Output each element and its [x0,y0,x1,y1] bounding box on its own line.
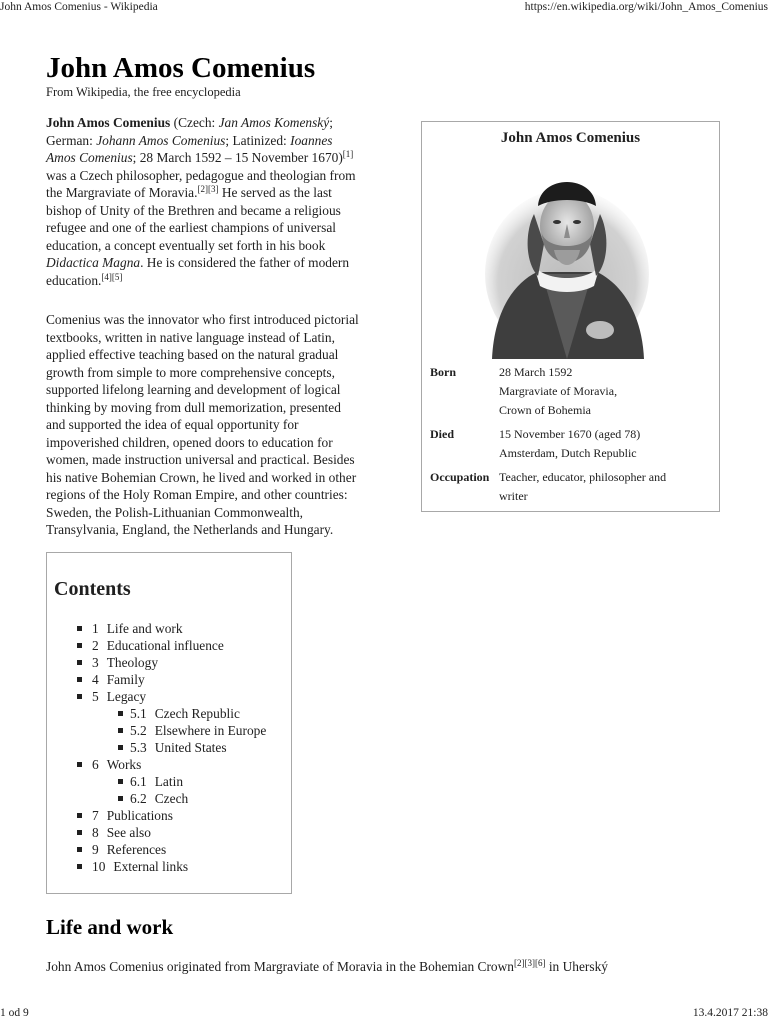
toc-label: See also [106,825,151,840]
section-text: John Amos Comenius originated from Margraviate of Moravia in the Bohemian Crown [46,959,514,974]
toc-number: 7 [92,808,99,823]
toc-title: Contents [54,578,131,600]
portrait-image[interactable] [482,154,652,359]
second-paragraph: Comenius was the innovator who first introduced pictorial textbooks, written in native language instead of Latin, applied effective teaching based on the natural gradual growth from simple to more comprehensive concepts, supported lifelong learning and development of logical thinking by moving from dull memorization, presented and supported the idea of equal opportunity for impoverished children, opened doors to education for women, made instruction universal and practical. Besides his native Bohemian Crown, he lived and worked in other regions of the Holy Roman Empire, and other countries: Sweden, the Polish-Lithuanian Commonwealth, Transylvania, England, the Netherlands and Hungary. [46,312,359,537]
bullet-icon [77,694,82,699]
toc-number: 6 [92,757,99,772]
intro-text: . He is considered the father of modern education. [46,255,350,288]
intro-paragraph [46,114,408,289]
print-header [0,0,768,14]
bullet-icon [118,796,123,801]
bullet-icon [77,677,82,682]
toc-label: Family [106,672,145,687]
bullet-icon [77,643,82,648]
toc-number: 6.1 [130,774,147,789]
bullet-icon [77,660,82,665]
print-header-url: https://en.wikipedia.org/wiki/John_Amos_Comenius [524,1,768,13]
czech-name: Jan Amos Komenský [218,115,330,130]
book-title: Didactica Magna [46,255,141,270]
infobox-title: John Amos Comenius [500,130,641,146]
bullet-icon [118,711,123,716]
toc-label: Educational influence [106,638,224,653]
tagline: From Wikipedia, the free encyclopedia [46,85,241,99]
toc-number: 10 [92,859,106,874]
toc-label: Publications [106,808,173,823]
table-of-contents [46,552,292,894]
page-title: John Amos Comenius [46,52,316,84]
toc-label: United States [154,740,227,755]
reference-link[interactable]: [4] [101,271,112,282]
infobox-value: 15 November 1670 (aged 78) Amsterdam, Dutch Republic [499,427,641,460]
reference-link[interactable]: [6] [534,958,546,968]
toc-label: Legacy [106,689,147,704]
bullet-icon [118,745,123,750]
section-text: in Uherský [545,959,608,974]
print-footer [0,1006,768,1020]
german-name: Johann Amos Comenius [96,132,226,148]
section-paragraph [46,958,726,976]
print-header-title: John Amos Comenius - Wikipedia [0,1,158,13]
toc-number: 1 [92,621,99,636]
toc-label: Elsewhere in Europe [154,723,267,738]
bullet-icon [77,813,82,818]
infobox-value: Teacher, educator, philosopher and writer [499,470,667,503]
intro-text: He served as the last bishop of Unity of the Brethren and became a religious refugee and one of the earliest champions of universal education, a concept eventually set forth in his book [46,185,341,253]
intro-name: John Amos Comenius [46,115,171,130]
intro-text: ; Latinized: [225,132,291,148]
bullet-icon [77,626,82,631]
infobox-label: Born [430,365,457,379]
bullet-icon [77,847,82,852]
bullet-icon [77,762,82,767]
toc-label: External links [113,859,189,874]
toc-label: Works [106,757,142,772]
toc-number: 8 [92,825,99,840]
reference-link[interactable]: [3] [524,958,535,968]
reference-link[interactable]: [2] [197,184,208,194]
page-number: 1 od 9 [0,1007,29,1019]
toc-label: References [106,842,167,857]
intro-text: ; German: [46,115,333,148]
reference-link[interactable]: [5] [111,271,123,282]
toc-number: 4 [92,672,99,687]
intro-text: (Czech: [170,115,219,130]
infobox-label: Occupation [430,470,490,484]
intro-text: was a Czech philosopher, pedagogue and theologian from the Margraviate of Moravia. [46,167,356,200]
print-datetime: 13.4.2017 21:38 [692,1007,768,1019]
bullet-icon [118,728,123,733]
infobox-label: Died [430,427,454,441]
toc-number: 9 [92,842,99,857]
toc-number: 2 [92,638,99,653]
toc-number: 6.2 [130,791,147,806]
toc-label: Latin [154,774,184,789]
toc-label: Czech [154,791,189,806]
bullet-icon [77,830,82,835]
toc-label: Czech Republic [154,706,240,721]
toc-number: 5.1 [130,706,147,721]
intro-text: ; 28 March 1592 – 15 November 1670) [132,150,343,165]
latin-name: Ioannes Amos Comenius [46,132,333,165]
toc-number: 3 [92,655,99,670]
bullet-icon [118,779,123,784]
toc-number: 5 [92,689,99,704]
toc-number: 5.2 [130,723,147,738]
toc-number: 5.3 [130,740,147,755]
reference-link[interactable]: [1] [342,149,354,159]
bullet-icon [77,864,82,869]
infobox-value: 28 March 1592 Margraviate of Moravia, Crown of Bohemia [499,365,618,417]
toc-label: Life and work [106,621,183,636]
section-heading: Life and work [46,915,174,939]
infobox [421,121,720,512]
reference-link[interactable]: [2] [513,958,525,968]
reference-link[interactable]: [3] [207,184,219,194]
toc-label: Theology [106,655,159,670]
